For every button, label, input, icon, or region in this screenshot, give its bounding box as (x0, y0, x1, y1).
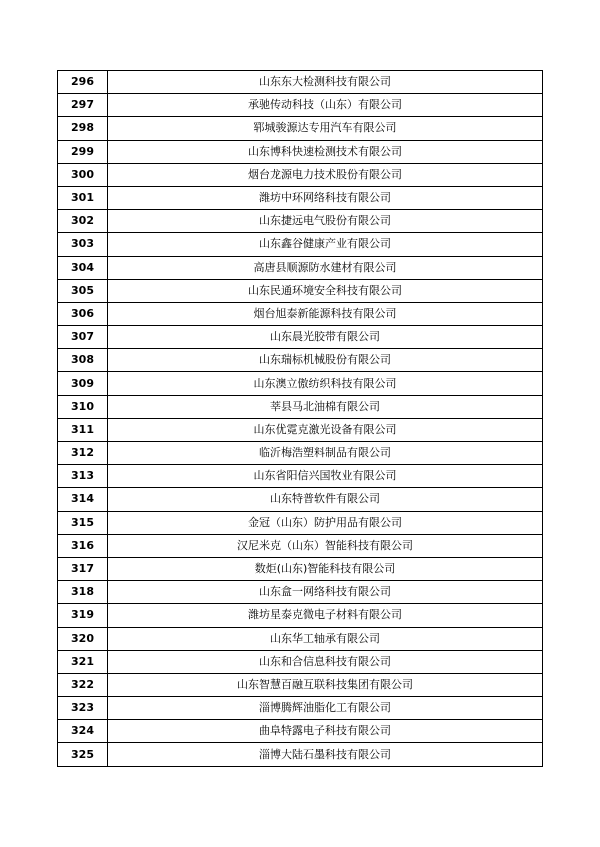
table-row (58, 140, 543, 163)
row-number: 311 (58, 418, 108, 441)
row-number: 301 (58, 186, 108, 209)
row-number: 315 (58, 511, 108, 534)
row-number: 319 (58, 604, 108, 627)
company-name: 淄博大陆石墨科技有限公司 (108, 743, 543, 766)
table-row (58, 279, 543, 302)
company-name: 山东盒一网络科技有限公司 (108, 581, 543, 604)
table-row (58, 94, 543, 117)
table-row (58, 720, 543, 743)
table-row (58, 534, 543, 557)
company-name: 烟台旭泰新能源科技有限公司 (108, 302, 543, 325)
company-name: 山东智慧百融互联科技集团有限公司 (108, 673, 543, 696)
row-number: 298 (58, 117, 108, 140)
row-number: 318 (58, 581, 108, 604)
company-name: 山东博科快速检测技术有限公司 (108, 140, 543, 163)
company-name: 曲阜特露电子科技有限公司 (108, 720, 543, 743)
row-number: 297 (58, 94, 108, 117)
row-number: 307 (58, 326, 108, 349)
company-name: 烟台龙源电力技术股份有限公司 (108, 163, 543, 186)
table-row (58, 604, 543, 627)
table-row (58, 302, 543, 325)
company-name: 郓城骏源达专用汽车有限公司 (108, 117, 543, 140)
company-name: 潍坊星泰克微电子材料有限公司 (108, 604, 543, 627)
row-number: 323 (58, 697, 108, 720)
company-name: 山东优霓克激光设备有限公司 (108, 418, 543, 441)
company-name: 淄博腾辉油脂化工有限公司 (108, 697, 543, 720)
table-row (58, 233, 543, 256)
company-name: 山东和合信息科技有限公司 (108, 650, 543, 673)
row-number: 299 (58, 140, 108, 163)
row-number: 322 (58, 673, 108, 696)
company-name: 山东省阳信兴国牧业有限公司 (108, 465, 543, 488)
table-row (58, 71, 543, 94)
row-number: 316 (58, 534, 108, 557)
row-number: 309 (58, 372, 108, 395)
table-row (58, 557, 543, 580)
table-row (58, 395, 543, 418)
table-row (58, 697, 543, 720)
row-number: 296 (58, 71, 108, 94)
table-row (58, 465, 543, 488)
row-number: 313 (58, 465, 108, 488)
company-name: 数炬(山东)智能科技有限公司 (108, 557, 543, 580)
table-row (58, 418, 543, 441)
row-number: 324 (58, 720, 108, 743)
company-name: 承驰传动科技（山东）有限公司 (108, 94, 543, 117)
row-number: 310 (58, 395, 108, 418)
table-row (58, 372, 543, 395)
table-row (58, 442, 543, 465)
company-name: 山东捷远电气股份有限公司 (108, 210, 543, 233)
company-name: 山东瑞标机械股份有限公司 (108, 349, 543, 372)
table-row (58, 256, 543, 279)
company-name: 山东鑫谷健康产业有限公司 (108, 233, 543, 256)
table-row (58, 210, 543, 233)
row-number: 306 (58, 302, 108, 325)
company-name: 山东东大检测科技有限公司 (108, 71, 543, 94)
row-number: 305 (58, 279, 108, 302)
table-row (58, 581, 543, 604)
row-number: 308 (58, 349, 108, 372)
row-number: 320 (58, 627, 108, 650)
company-name: 山东晨光胶带有限公司 (108, 326, 543, 349)
row-number: 303 (58, 233, 108, 256)
table-row (58, 673, 543, 696)
company-list-table (57, 70, 543, 767)
company-name: 山东华工轴承有限公司 (108, 627, 543, 650)
table-row (58, 117, 543, 140)
row-number: 302 (58, 210, 108, 233)
table-row (58, 511, 543, 534)
row-number: 312 (58, 442, 108, 465)
row-number: 304 (58, 256, 108, 279)
company-name: 潍坊中环网络科技有限公司 (108, 186, 543, 209)
table-row (58, 627, 543, 650)
table-body (58, 71, 543, 767)
table-row (58, 743, 543, 766)
row-number: 300 (58, 163, 108, 186)
company-name: 高唐县顺源防水建材有限公司 (108, 256, 543, 279)
row-number: 314 (58, 488, 108, 511)
company-name: 山东民通环境安全科技有限公司 (108, 279, 543, 302)
table-row (58, 186, 543, 209)
company-name: 山东澳立傲纺织科技有限公司 (108, 372, 543, 395)
table-row (58, 349, 543, 372)
row-number: 317 (58, 557, 108, 580)
company-name: 临沂梅浩塑料制品有限公司 (108, 442, 543, 465)
table-row (58, 163, 543, 186)
table-row (58, 488, 543, 511)
company-name: 莘县马北油棉有限公司 (108, 395, 543, 418)
table-row (58, 650, 543, 673)
company-name: 金冠（山东）防护用品有限公司 (108, 511, 543, 534)
table-row (58, 326, 543, 349)
row-number: 321 (58, 650, 108, 673)
company-name: 山东特普软件有限公司 (108, 488, 543, 511)
company-name: 汉尼米克（山东）智能科技有限公司 (108, 534, 543, 557)
row-number: 325 (58, 743, 108, 766)
